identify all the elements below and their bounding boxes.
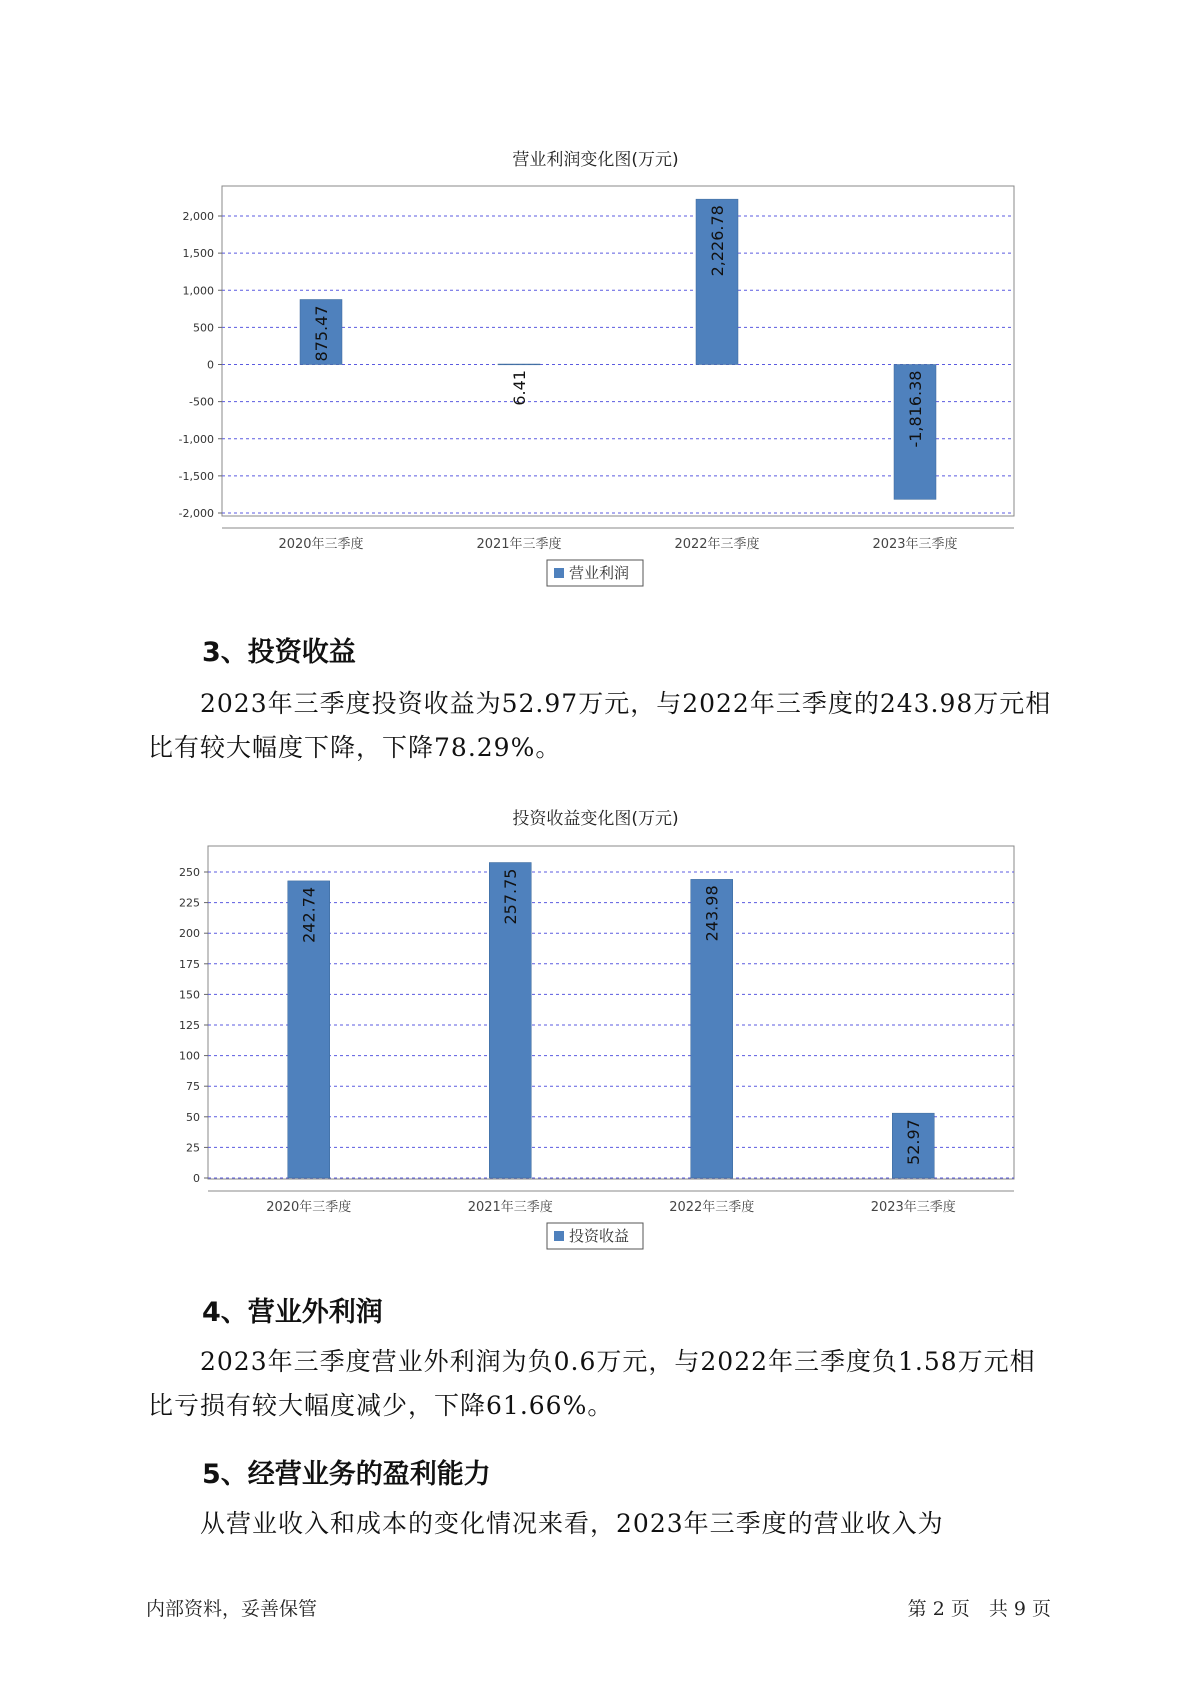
chart2-title: 投资收益变化图(万元) <box>512 809 679 829</box>
y-tick-label: 100 <box>179 1049 200 1063</box>
bar-value-label: -1,816.38 <box>906 370 925 448</box>
y-tick-label: -2,000 <box>178 507 214 520</box>
y-tick-label: 125 <box>179 1019 200 1032</box>
bar-value-label: 6.41 <box>510 370 529 406</box>
x-tick-label: 2022年三季度 <box>669 1200 755 1215</box>
x-tick-label: 2023年三季度 <box>872 537 958 552</box>
x-tick-label: 2021年三季度 <box>467 1200 553 1215</box>
footer-confidential: 内部资料，妥善保管 <box>146 1598 318 1620</box>
y-tick-label: 225 <box>179 896 200 910</box>
bar-value-label: 242.74 <box>299 886 319 943</box>
y-tick-label: -1,500 <box>178 469 214 483</box>
y-tick-label: 0 <box>207 358 214 372</box>
y-tick-label: 1,500 <box>182 247 214 261</box>
x-tick-label: 2021年三季度 <box>476 537 562 552</box>
legend-label: 营业利润 <box>569 564 630 582</box>
footer-page-number: 第 2 页 共 9 页 <box>907 1598 1051 1620</box>
y-tick-label: 250 <box>179 866 200 879</box>
x-tick-label: 2023年三季度 <box>870 1200 956 1215</box>
section-3-heading: 3、投资收益 <box>202 637 356 668</box>
x-tick-label: 2020年三季度 <box>266 1200 352 1215</box>
y-tick-label: 50 <box>186 1110 200 1124</box>
y-tick-label: -1,000 <box>178 432 214 446</box>
y-tick-label: 2,000 <box>182 210 214 223</box>
section-4-heading: 4、营业外利润 <box>202 1297 383 1328</box>
bar-value-label: 243.98 <box>702 885 722 942</box>
y-tick-label: 200 <box>179 927 200 941</box>
y-tick-label: 500 <box>193 321 214 335</box>
y-tick-label: 1,000 <box>182 284 214 298</box>
y-tick-label: -500 <box>189 395 214 409</box>
x-tick-label: 2020年三季度 <box>278 537 364 552</box>
section-4-body: 2023年三季度营业外利润为负0.6万元，与2022年三季度负1.58万元相比亏损有较大幅度减少，下降61.66%。 <box>148 1347 1036 1420</box>
bar-value-label: 257.75 <box>501 868 521 925</box>
y-tick-label: 75 <box>186 1080 200 1094</box>
y-tick-label: 25 <box>186 1141 200 1155</box>
x-tick-label: 2022年三季度 <box>674 537 760 552</box>
section-5-heading: 5、经营业务的盈利能力 <box>202 1459 491 1490</box>
bar-value-label: 875.47 <box>312 305 331 362</box>
legend-swatch <box>554 1231 564 1241</box>
y-tick-label: 0 <box>193 1172 200 1185</box>
chart1-title: 营业利润变化图(万元) <box>512 150 679 170</box>
bar-value-label: 2,226.78 <box>708 205 727 277</box>
section-3-body: 2023年三季度投资收益为52.97万元，与2022年三季度的243.98万元相比有较大幅度下降，下降78.29%。 <box>148 689 1052 762</box>
section-5-body: 从营业收入和成本的变化情况来看，2023年三季度的营业收入为 <box>200 1509 944 1538</box>
legend-label: 投资收益 <box>569 1227 630 1245</box>
bar-value-label: 52.97 <box>904 1119 924 1165</box>
y-tick-label: 175 <box>179 957 200 971</box>
y-tick-label: 150 <box>179 988 200 1002</box>
